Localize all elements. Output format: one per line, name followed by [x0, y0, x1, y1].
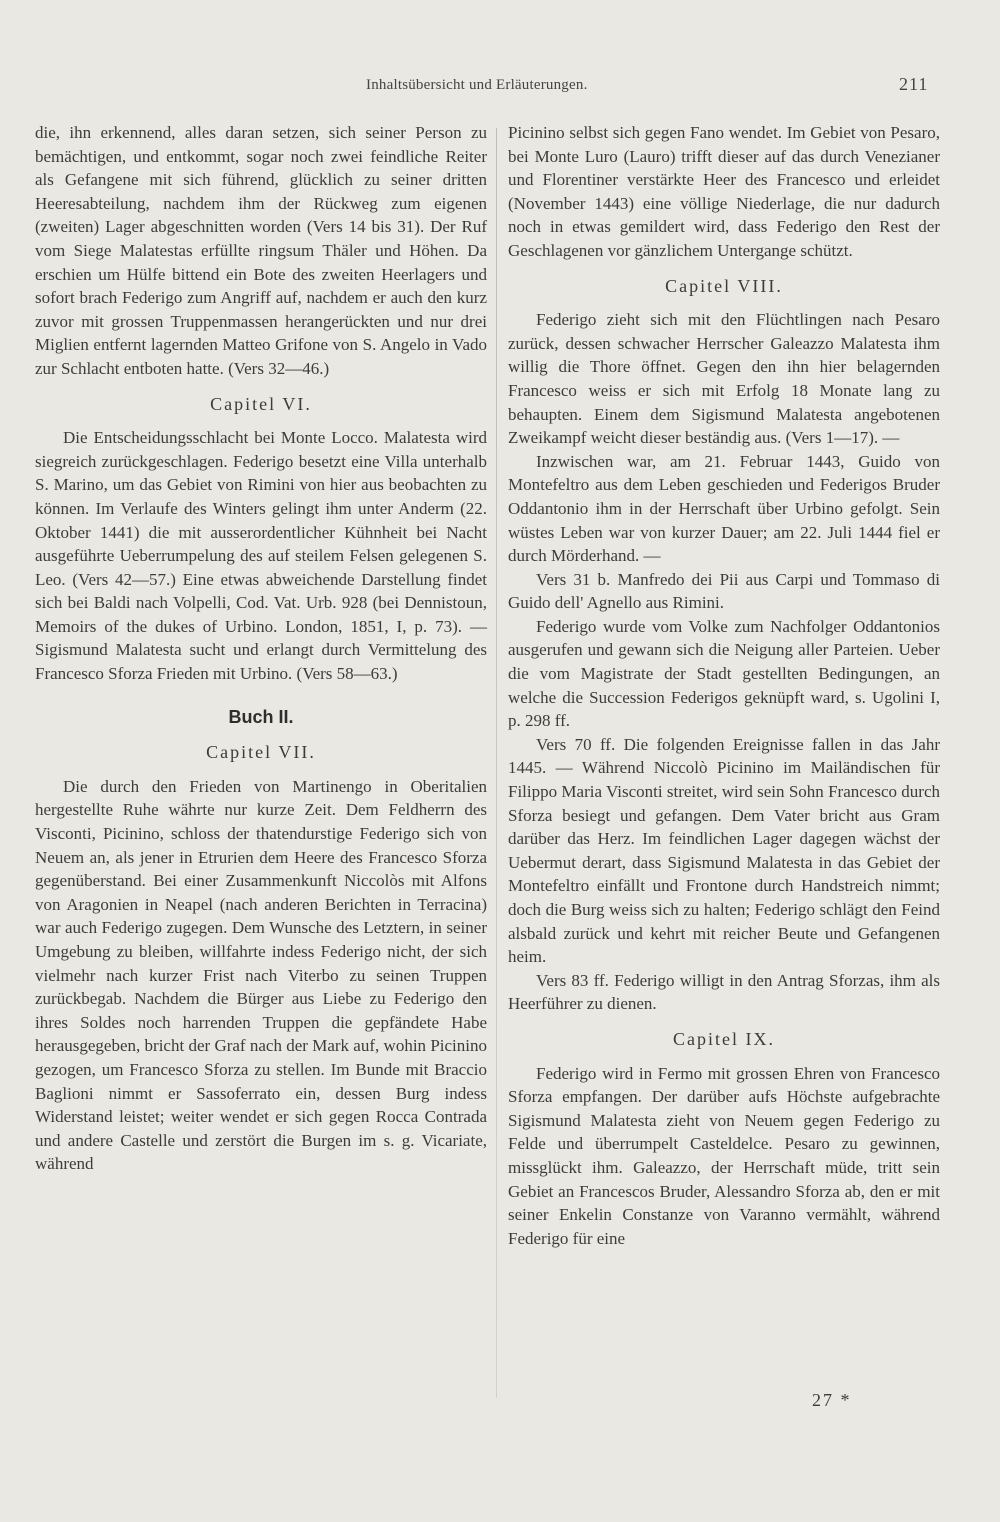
paragraph: Die Entscheidungsschlacht bei Monte Locco. Malatesta wird siegreich zurückgeschlagen. Federigo besetzt eine Villa unterhalb S. Marino, um das Gebiet von Rimini von hier aus beobachten zu können. Im Verlaufe des Winters gelingt ihm unter Anderm (22. Oktober 1441) die mit ausserordentlicher Kühnheit bei Nacht ausgeführte Ueberrumpelung des auf steilem Felsen gelegenen S. Leo. (Vers 42—57.) Eine etwas abweichende Darstellung findet sich bei Baldi nach Volpelli, Cod. Vat. Urb. 928 (bei Dennistoun, Memoirs of the dukes of Urbino. London, 1851, I, p. 73). — Sigismund Malatesta sucht und erlangt durch Vermittelung des Francesco Sforza Frieden mit Urbino. (Vers 58—63.) — [35, 428, 487, 684]
paragraph: Vers 70 ff. Die folgenden Ereignisse fallen in das Jahr 1445. — Während Niccolò Picinino im Mailändischen für Filippo Maria Visconti streitet, wird sein Sohn Francesco durch Sforza besiegt und gefangen. Dem Vater bricht aus Gram darüber das Herz. Im feindlichen Lager dagegen wächst der Uebermut derart, dass Sigismund Malatesta in das Gebiet der Montefeltro einfällt und Frontone durch Handstreich nimmt; doch die Burg weiss sich zu halten; Federigo schlägt den Feind alsbald zurück und kehrt mit reicher Beute und Gefangenen heim. — [508, 734, 940, 967]
chapter-heading: Capitel IX. — [673, 1028, 775, 1049]
signature-mark: 27 * — [812, 1390, 852, 1410]
paragraph: Picinino selbst sich gegen Fano wendet. Im Gebiet von Pesaro, bei Monte Luro (Lauro) trifft dieser auf das durch Venezianer und Florentiner verstärkte Heer des Francesco und erleidet (November 1443) eine völlige Niederlage, die nur dadurch noch in etwas gemildert wird, dass Federigo den Rest der Geschlagenen vor gänzlichem Untergange schützt. — [508, 123, 940, 260]
paragraph: Federigo wurde vom Volke zum Nachfolger Oddantonios ausgerufen und gewann sich die Neigung aller Parteien. Ueber die vom Magistrate der Stadt gestellten Bedingungen, an welche die Succession Federigos geknüpft ward, s. Ugolini I, p. 298 ff. — [508, 616, 940, 731]
column-divider — [496, 128, 497, 1398]
paragraph: Die durch den Frieden von Martinengo in Oberitalien hergestellte Ruhe währte nur kurze Zeit. Dem Feldherrn des Visconti, Picinino, schloss der thatendurstige Federigo sich von Neuem an, als jener in Etrurien dem Heere des Francesco Sforza gegenüberstand. Bei einer Zusammenkunft Niccolòs mit Alfons von Aragonien in Neapel (nach anderen Berichten in Terracina) war auch Federigo zugegen. Dem Wunsche des Letztern, in seiner Umgebung zu bleiben, willfahrte indess Federigo nicht, der sich vielmehr nach kurzer Frist nach Viterbo zu seinen Truppen zurückbegab. Nachdem die Bürger aus Liebe zu Federigo den ihres Soldes noch harrenden Truppen die gepfändete Habe herausgegeben, bricht der Graf nach der Mark auf, wohin Picinino gezogen, um Francesco Sforza zu stellen. Im Bunde mit Braccio Baglioni nimmt er Sassoferrato ein, dessen Burg indess Widerstand leistet; weiter wendet er sich gegen Rocca Contrada und andere Castelle und zerstört die Burgen im s. g. Vicariate, während — [35, 776, 487, 1174]
paragraph: Federigo zieht sich mit den Flüchtlingen nach Pesaro zurück, dessen schwacher Herrscher Galeazzo Malatesta ihm willig die Thore öffnet. Gegen den ihn hier belagernden Francesco weiss er sich mit Erfolg 18 Monate lang zu behaupten. Einem dem Sigismund Malatesta angebotenen Zweikampf weicht dieser beständig aus. (Vers 1—17). — — [508, 310, 940, 448]
chapter-heading: Capitel VIII. — [665, 275, 783, 296]
running-header — [0, 74, 1000, 100]
paragraph: Federigo wird in Fermo mit grossen Ehren von Francesco Sforza empfangen. Der darüber aufs Höchste aufgebrachte Sigismund Malatesta zieht von Neuem gegen Federigo zu Felde und überrumpelt Casteldelce. Pesaro zu gewinnen, missglückt ihm. Galeazzo, der Herrschaft müde, tritt sein Gebiet an Francescos Bruder, Alessandro Sforza ab, den er mit seiner Enkelin Constanze von Varanno vermählt, während Federigo für eine — [508, 1063, 940, 1248]
paragraph: Inzwischen war, am 21. Februar 1443, Guido von Montefeltro aus dem Leben geschieden und Federigos Bruder Oddantonio ihm in der Herrschaft über Urbino gefolgt. Sein wüstes Leben war von kurzer Dauer; am 22. Juli 1444 fiel er durch Mörderhand. — — [508, 451, 940, 566]
right-column — [508, 121, 940, 1250]
chapter-heading: Capitel VII. — [206, 742, 316, 763]
paragraph: die, ihn erkennend, alles daran setzen, sich seiner Person zu bemächtigen, und entkommt, sogar noch zwei feindliche Reiter als Gefangene mit sich führend, glücklich zu seiner dritten Heeresabteilung, nachdem ihm der Rückweg zum eigenen (zweiten) Lager abgeschnitten worden (Vers 14 bis 31). Der Ruf vom Siege Malatestas erfüllte ringsum Thäler und Höhen. Da erschien um Hülfe bittend ein Bote des zweiten Heerlagers und sofort brach Federigo zum Angriff auf, nachdem er auch den kurz zuvor mit grossen Truppenmassen herangerückten und nur drei Miglien entfernt lagernden Matteo Grifone von S. Angelo in Vado zur Schlacht entboten hatte. (Vers 32—46.) — [35, 123, 487, 378]
book-heading: Buch II. — [228, 706, 294, 727]
page-number: 211 — [899, 74, 929, 94]
paragraph: Vers 83 ff. Federigo willigt in den Antrag Sforzas, ihm als Heerführer zu dienen. — [508, 970, 940, 1014]
chapter-heading: Capitel VI. — [210, 393, 312, 414]
left-column — [35, 121, 487, 1176]
paragraph: Vers 31 b. Manfredo dei Pii aus Carpi und Tommaso di Guido dell' Agnello aus Rimini. — [508, 569, 940, 613]
running-header-title: Inhaltsübersicht und Erläuterungen. — [366, 77, 588, 93]
